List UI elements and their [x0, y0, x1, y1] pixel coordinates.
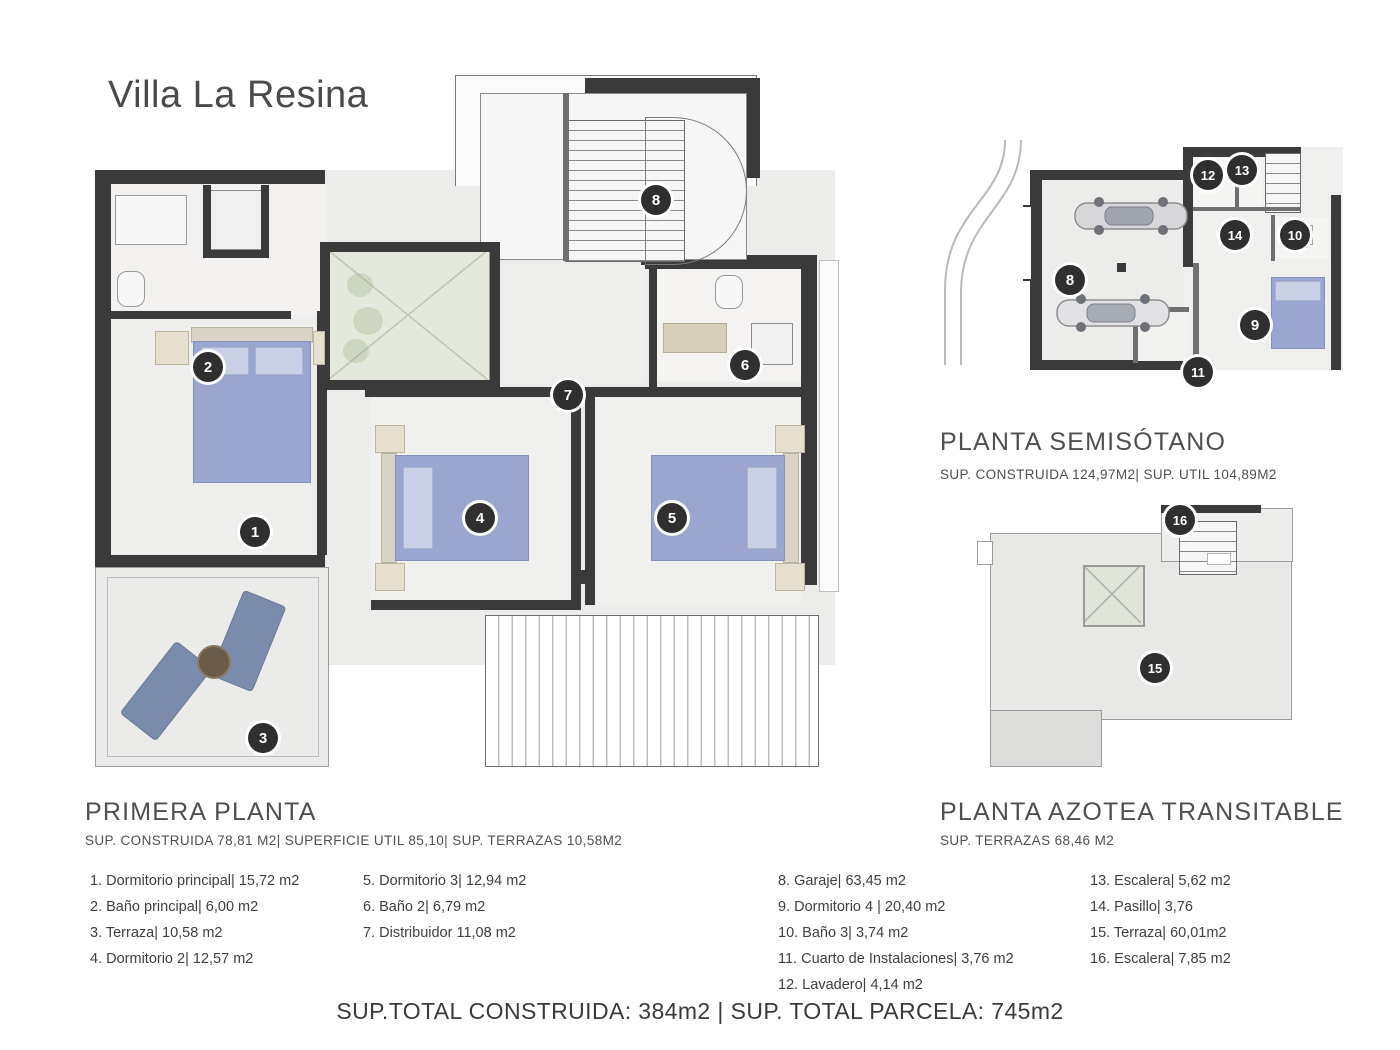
bed-5-pillow: [747, 467, 777, 549]
legend-item: 1. Dormitorio principal| 15,72 m2: [90, 873, 300, 889]
bed-1-nightstand-left: [155, 331, 189, 365]
exterior-wall-bottom-left: [95, 553, 325, 567]
bath-partition-2: [203, 250, 269, 258]
marker-14[interactable]: 14: [1220, 220, 1250, 250]
legend-item: 13. Escalera| 5,62 m2: [1090, 873, 1231, 889]
marker-10[interactable]: 10: [1280, 220, 1310, 250]
terrace-table: [197, 645, 231, 679]
marker-8[interactable]: 8: [641, 185, 671, 215]
marker-16[interactable]: 16: [1165, 505, 1195, 535]
legend-item: 7. Distribuidor 11,08 m2: [363, 925, 516, 941]
bath-partition: [203, 185, 211, 257]
roof-terrace-plan: [965, 505, 1325, 775]
bedroom5-wall-top: [587, 387, 802, 397]
patio-wall-top: [320, 242, 500, 252]
roof-title: PLANTA AZOTEA TRANSITABLE: [940, 798, 1344, 826]
bath-fixture-tub: [115, 195, 187, 245]
marker-12[interactable]: 12: [1193, 160, 1223, 190]
stair-wall: [563, 93, 569, 261]
marker-1[interactable]: 1: [240, 517, 270, 547]
garage-wall-top: [1030, 170, 1190, 180]
legend-item: 10. Baño 3| 3,74 m2: [778, 925, 909, 941]
semibasement-subtitle: SUP. CONSTRUIDA 124,97M2| SUP. UTIL 104,89M2: [940, 467, 1277, 482]
exterior-wall-right: [801, 255, 817, 585]
bath-fixture-shower: [205, 190, 265, 250]
bed-1-nightstand-right: [313, 331, 325, 365]
bed-5-headboard: [783, 453, 799, 563]
bedroom4-wall-right: [571, 387, 581, 605]
roof-parapet-right: [1207, 553, 1231, 565]
legend-item: 12. Lavadero| 4,14 m2: [778, 977, 923, 993]
roof-skylight-cross: [1083, 565, 1141, 623]
first-floor-plan: [85, 75, 845, 785]
first-floor-title: PRIMERA PLANTA: [85, 798, 317, 826]
bed-4-pillow: [403, 467, 433, 549]
bath-fixture-toilet: [117, 271, 145, 307]
legend-item: 6. Baño 2| 6,79 m2: [363, 899, 486, 915]
roof-parapet-left: [977, 541, 993, 565]
garage-drain: [1117, 263, 1126, 272]
marker-3[interactable]: 3: [248, 723, 278, 753]
bed-9-pillow: [1275, 281, 1321, 301]
bottom-terrace-stripes: [485, 615, 819, 767]
bed-4-nightstand-a: [375, 425, 405, 453]
bed-1-pillow-b: [255, 347, 303, 375]
marker-11[interactable]: 11: [1183, 357, 1213, 387]
legend-item: 8. Garaje| 63,45 m2: [778, 873, 906, 889]
semibasement-staircase: [1265, 153, 1301, 213]
bath2-wall-left: [649, 269, 657, 387]
legend-column-3: [778, 868, 1014, 998]
exterior-wall-left: [95, 170, 111, 570]
bath2-toilet: [715, 275, 743, 309]
garage-door: [1023, 205, 1031, 281]
legend-item: 11. Cuarto de Instalaciones| 3,76 m2: [778, 951, 1014, 967]
bath10-wall: [1271, 215, 1275, 261]
legend-item: 14. Pasillo| 3,76: [1090, 899, 1193, 915]
semibasement-title: PLANTA SEMISÓTANO: [940, 428, 1227, 456]
stair-partition: [1193, 207, 1301, 211]
car-1: [1071, 193, 1191, 239]
legend-column-1: [90, 868, 299, 972]
bedroom1-wall-top: [111, 311, 291, 319]
marker-2[interactable]: 2: [193, 352, 223, 382]
semibasement-plan: [935, 135, 1325, 410]
legend-column-2: [363, 868, 526, 946]
right-balcony-line: [819, 260, 839, 592]
bath2-vanity: [663, 323, 727, 353]
marker-15[interactable]: 15: [1140, 653, 1170, 683]
bedroom9-wall: [1193, 263, 1199, 361]
legend-item: 5. Dormitorio 3| 12,94 m2: [363, 873, 527, 889]
bed-4-nightstand-b: [375, 563, 405, 591]
bedroom4-wall-bottom: [371, 600, 581, 610]
patio-cross: [328, 250, 488, 380]
bed-5-nightstand-b: [775, 563, 805, 591]
car-2: [1053, 290, 1173, 336]
patio-wall-right: [490, 242, 500, 390]
marker-6[interactable]: 6: [730, 350, 760, 380]
marker-9[interactable]: 9: [1240, 310, 1270, 340]
first-floor-subtitle: SUP. CONSTRUIDA 78,81 M2| SUPERFICIE UTIL 85,10| SUP. TERRAZAS 10,58M2: [85, 833, 623, 848]
bedroom5-wall-left: [585, 387, 595, 605]
marker-4[interactable]: 4: [465, 503, 495, 533]
legend-item: 16. Escalera| 7,85 m2: [1090, 951, 1231, 967]
page-title: Villa La Resina: [108, 74, 369, 116]
marker-8b[interactable]: 8: [1055, 265, 1085, 295]
legend-item: 4. Dormitorio 2| 12,57 m2: [90, 951, 254, 967]
marker-7[interactable]: 7: [553, 380, 583, 410]
legend-item: 2. Baño principal| 6,00 m2: [90, 899, 259, 915]
bed-5-nightstand-a: [775, 425, 805, 453]
exterior-wall-top-left: [95, 170, 325, 184]
roof-subtitle: SUP. TERRAZAS 68,46 M2: [940, 833, 1115, 848]
legend-item: 15. Terraza| 60,01m2: [1090, 925, 1227, 941]
legend-item: 3. Terraza| 10,58 m2: [90, 925, 223, 941]
legend-column-4: [1090, 868, 1231, 972]
marker-5[interactable]: 5: [657, 503, 687, 533]
bedroom4-wall-top: [365, 387, 580, 397]
legend-item: 9. Dormitorio 4 | 20,40 m2: [778, 899, 946, 915]
totals-line: SUP.TOTAL CONSTRUIDA: 384m2 | SUP. TOTAL PARCELA: 745m2: [336, 998, 1064, 1024]
distributor-area: [505, 265, 645, 383]
right-wing-wall-right: [1331, 195, 1341, 370]
marker-13[interactable]: 13: [1227, 155, 1257, 185]
bath-partition-3: [261, 185, 269, 257]
roof-lower-terrace: [990, 710, 1102, 767]
